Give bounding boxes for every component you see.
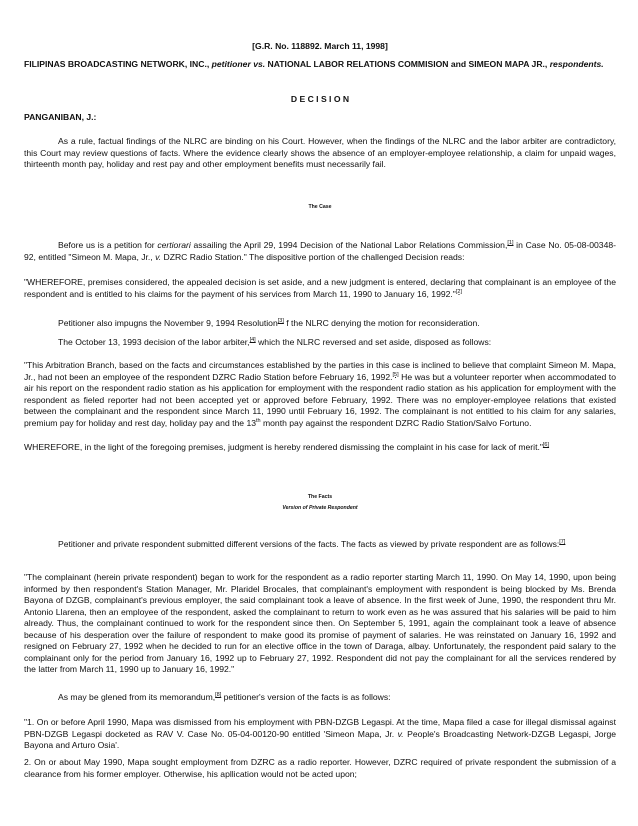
section-version-private-respondent: Version of Private Respondent xyxy=(282,505,358,511)
resolution-paragraph: Petitioner also impugns the November 9, 1994 Resolution[3] f the NLRC denying the motion for reconsideration. xyxy=(58,318,480,328)
case-parties xyxy=(24,59,616,71)
case-paragraph: Before us is a petition for certiorari assailing the April 29, 1994 Decision of the National Labor Relations Commission,[1] in Case No. 05-08-00348-92, entitled "Simeon M. Mapa, Jr., v. DZRC Radio Station." The dispositive portion of the challenged Decision reads: xyxy=(24,240,616,262)
quote-nlrc-decision: "WHEREFORE, premises considered, the appealed decision is set aside, and a new judgment is entered, declaring that complainant is an employee of the respondent and is entitled to his claims for the payment of his services from March 11, 1990 to January 16, 1992."[2] xyxy=(24,277,616,299)
quote-arbiter-dispositive: WHEREFORE, in the light of the foregoing premises, judgment is hereby rendered dismissing the complaint in his case for lack of merit."[6] xyxy=(24,442,550,452)
respondents-label: respondents. xyxy=(549,59,604,69)
quote-private-respondent-version: "The complainant (herein private respondent) began to work for the respondent as a radio reporter starting March 11, 1990. On May 14, 1990, upon being informed by then respondent's Station Manager, Mr. Plaridel Brocales, that complainant's employment with respondent is being blocked by Ms. Brenda Bayona of DZGB, complainant's previous employer, the said complainant took a leave of absence. In the first week of June, 1990, the respondent thru Mr. Antonio Llarena, then an employee of the respondent, asked the complainant to return to work even as he was assured that his salaries will be paid to him already. Thus, the complainant continued to work for the respondent since then. On September 5, 1991, again the complainant took a leave of absence because of his desperation over the failure of respondent to make good its promise of payment of salaries. He was reinstated on January 16, 1992 and resigned on February 27, 1992 when he decided to run for an elective office in the town of Daraga, albay. Unfortunately, the respondent paid salary to the complainant only for the period from January 16, 1992 up to February 27, 1992. Respondent did not pay the complainant for all the services rendered by the latter from March 11, 1990 up to January 16, 1992." xyxy=(24,572,616,674)
decision-heading: D E C I S I O N xyxy=(290,94,350,104)
petitioner-version-item-1: "1. On or before April 1990, Mapa was dismissed from his employment with PBN-DZGB Legaspi. At the time, Mapa filed a case for illegal dismissal against PBN-DZGB Legaspi docketed as RAV V. Case No. 05-04-00120-90 entitled 'Simeon Mapa, Jr. v. People's Broadcasting Network-DZGB Legaspi, Jorge Bayona and Arturo Osia'. xyxy=(24,717,617,750)
section-the-facts: The Facts xyxy=(307,494,333,500)
footnote-link-8[interactable]: [8] xyxy=(215,692,222,699)
versus-label: vs. xyxy=(253,59,266,69)
petitioner-version-item-2: 2. On or about May 1990, Mapa sought employment from DZRC as a radio reporter. However, DZRC required of private respondent the submission of a clearance from his former employer. Otherwise, his apllication would not be acted upon; xyxy=(24,757,616,779)
section-the-case: The Case xyxy=(308,204,332,210)
respondents-names: NATIONAL LABOR RELATIONS COMMISION and SIMEON MAPA JR., xyxy=(265,59,550,69)
petitioner-label: petitioner xyxy=(209,59,254,69)
footnote-link-5[interactable]: [5] xyxy=(392,371,399,378)
case-citation: [G.R. No. 118892. March 11, 1998] xyxy=(252,41,388,51)
facts-intro-paragraph: Petitioner and private respondent submitted different versions of the facts. The facts as viewed by private respondent are as follows:[7] xyxy=(58,539,566,549)
intro-paragraph: As a rule, factual findings of the NLRC are binding on his Court. However, when the findings of the NLRC and the labor arbiter are contradictory, this Court may review questions of facts. Where the evidence clearly shows the absence of an employer-employee relationship, a claim for unpaid wages, thirteenth month pay, holiday and rest pay and other employment benefits must necessarily fail. xyxy=(24,136,616,169)
petitioner-name: FILIPINAS BROADCASTING NETWORK, INC., xyxy=(24,59,210,69)
footnote-link-2[interactable]: [2] xyxy=(455,288,462,295)
memorandum-paragraph: As may be glened from its memorandum,[8] petitioner's version of the facts is as follows: xyxy=(58,692,391,702)
footnote-link-3[interactable]: [3] xyxy=(277,318,284,325)
footnote-link-7[interactable]: [7] xyxy=(559,539,566,546)
footnote-link-1[interactable]: [1] xyxy=(507,240,514,247)
footnote-link-6[interactable]: [6] xyxy=(542,442,550,449)
ponente: PANGANIBAN, J.: xyxy=(24,112,97,122)
quote-arbiter-decision: "This Arbitration Branch, based on the facts and circumstances established by the parties in this case is inclined to believe that complaint Simeon M. Mapa, Jr., had not been an employee of the respondent DZRC Radio Station before February 16, 1992.[5] He was but a volunteer reporter when accommodated to air his report on the respondent radio station as his application for employment with the respondent radio station as his application for employment with the respondent as fieled reporter had not been accepted yet or approved before February, 1992. There was no employer-employee relations that existed between the complainant and the respondent since March 11, 1990 until February 16, 1992. The complainant is not entitled to his claim for any salaries, premium pay for holiday and rest day, holiday pay and the 13th month pay against the respondent DZRC Radio Station/Salvo Fortuno. xyxy=(24,360,616,428)
footnote-link-4[interactable]: [4] xyxy=(249,337,256,344)
arbiter-paragraph: The October 13, 1993 decision of the labor arbiter,[4] which the NLRC reversed and set aside, disposed as follows: xyxy=(58,337,492,347)
